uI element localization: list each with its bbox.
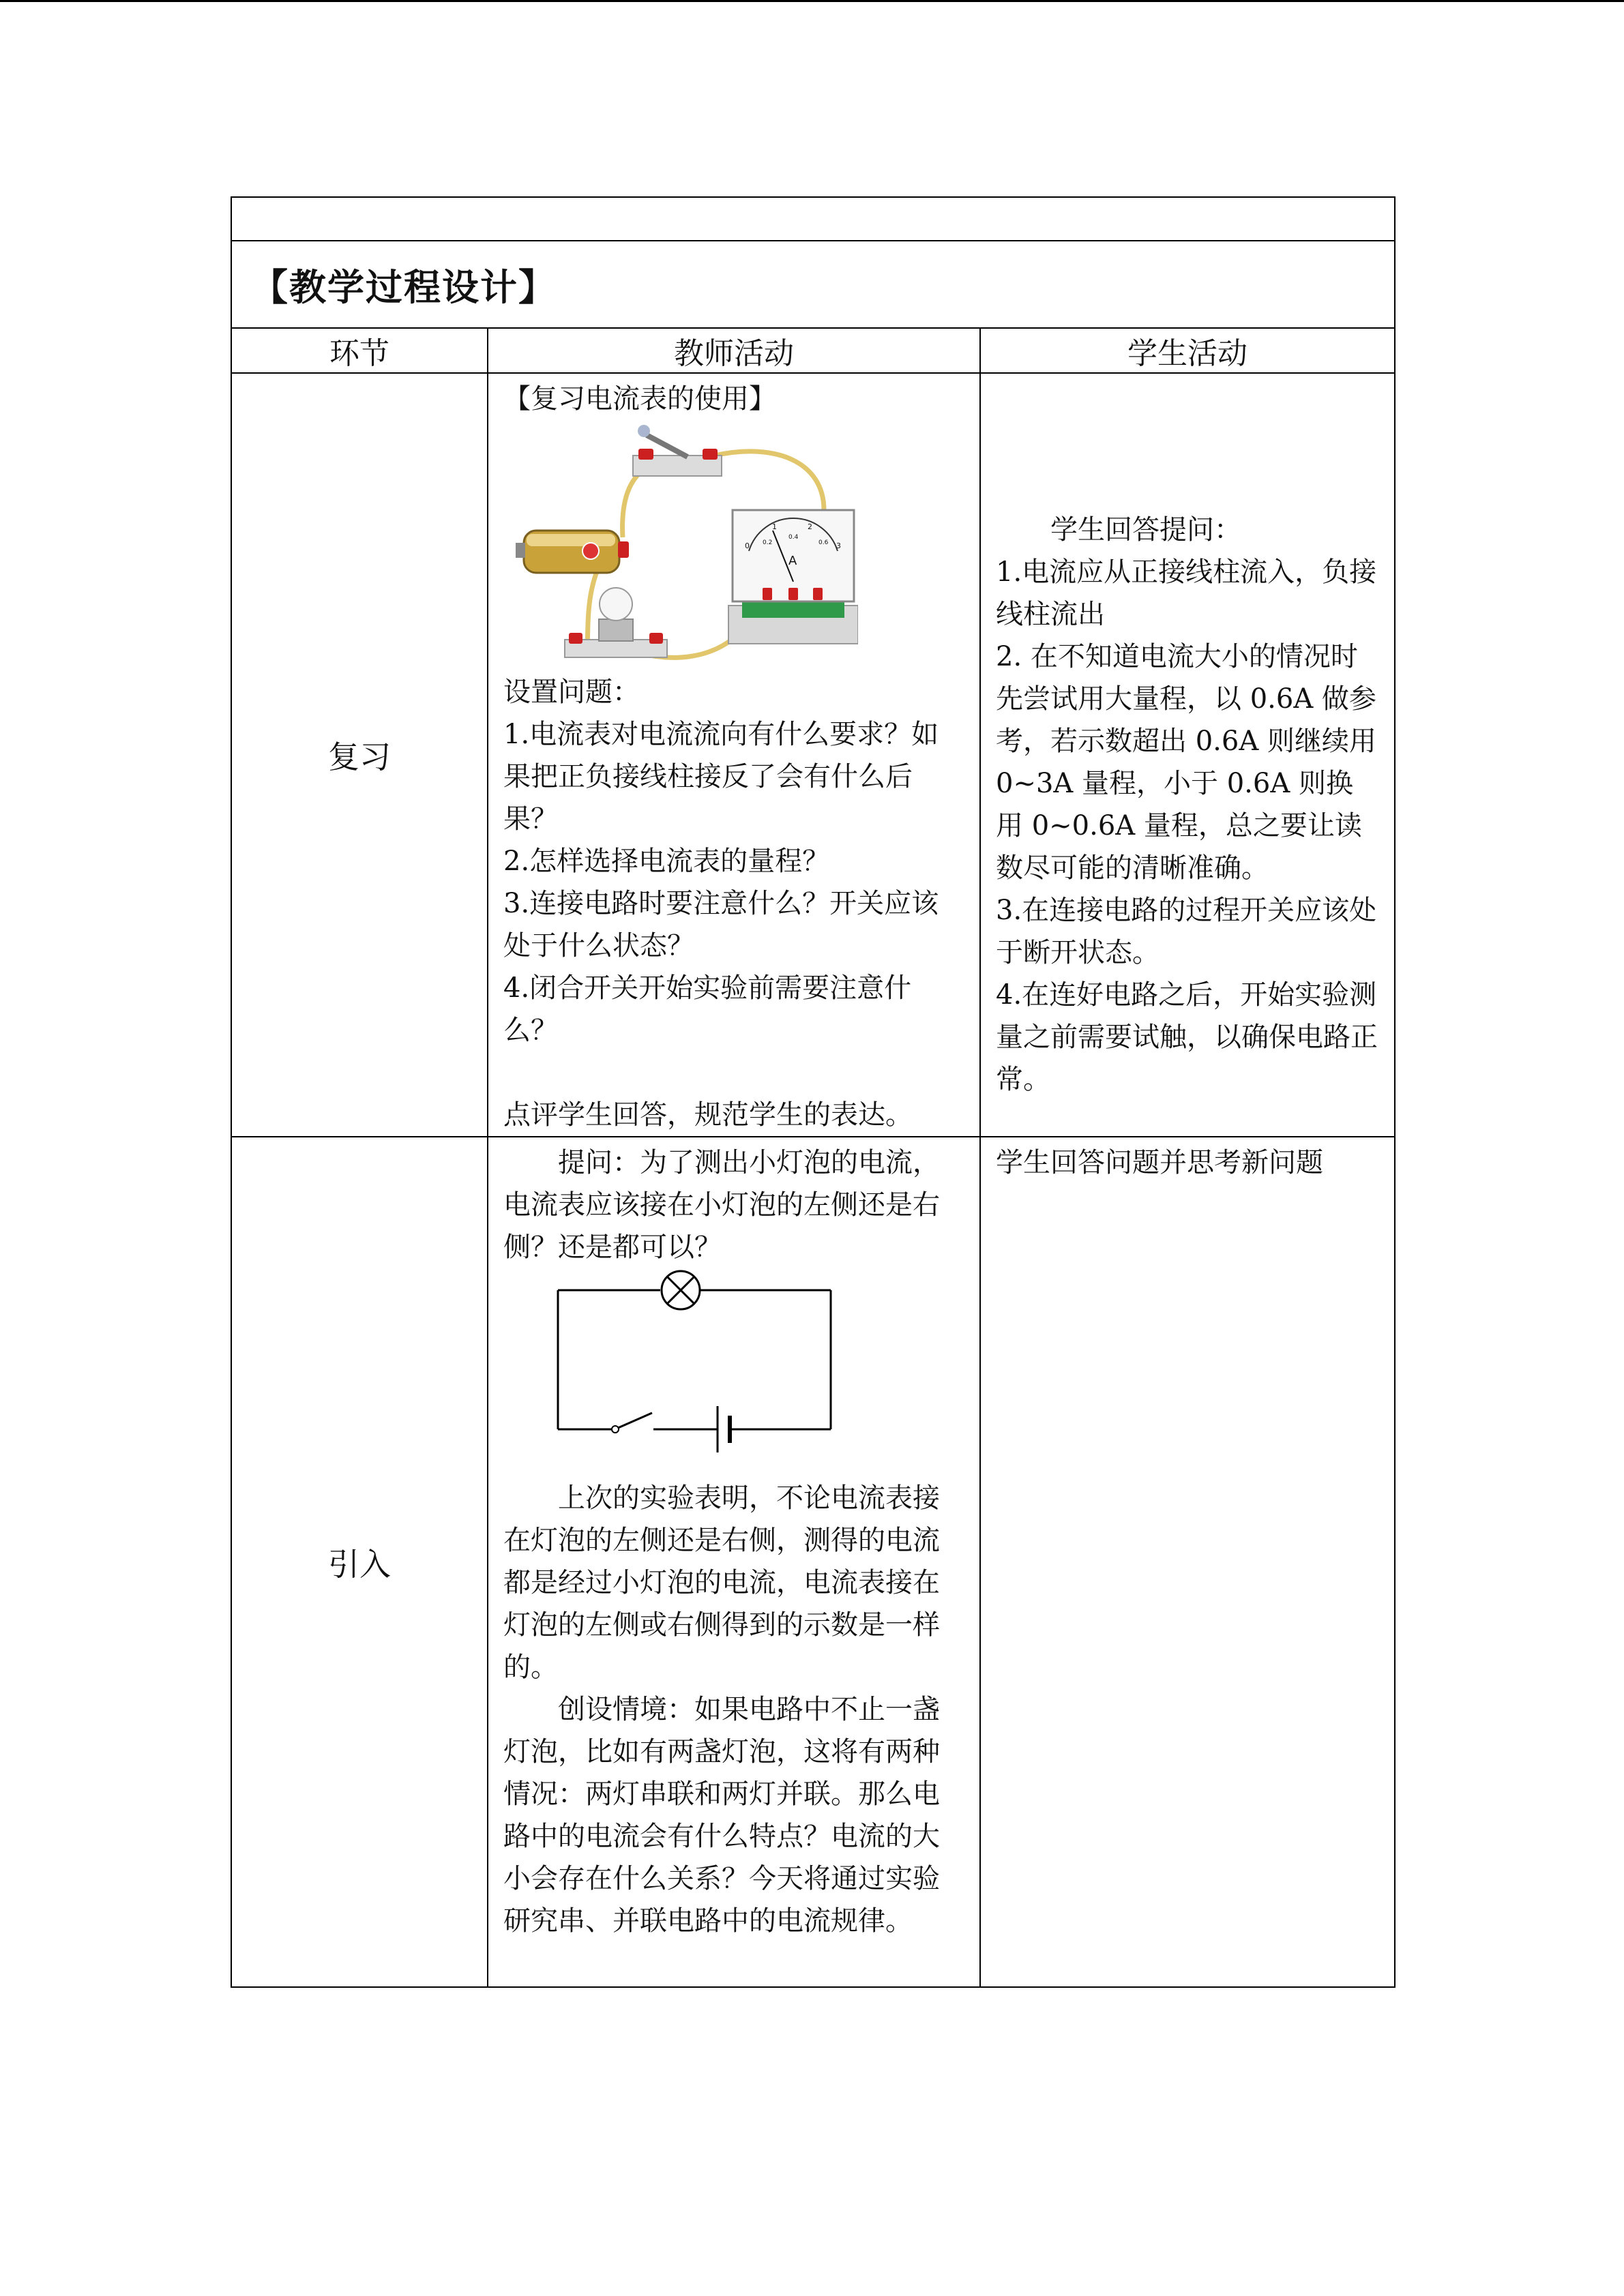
ammeter-circuit-illustration — [503, 421, 858, 661]
intro-row — [231, 1137, 1395, 1987]
review-stage-label: 复习 — [328, 739, 391, 775]
intro-teacher-question: 提问：为了测出小灯泡的电流，电流表应该接在小灯泡的左侧还是右侧？还是都可以？ — [503, 1147, 940, 1263]
switch-icon — [633, 425, 722, 476]
scale-label-3: 3 — [836, 541, 841, 550]
review-question-1: 1.电流表对电流流向有什么要求？如果把正负接线柱接反了会有什么后果？ — [503, 719, 939, 835]
review-question-3: 3.连接电路时要注意什么？开关应该处于什么状态？ — [503, 888, 939, 961]
column-header-stage: 环节 — [231, 328, 488, 373]
review-teacher-cell — [488, 373, 980, 1137]
page-top-border — [0, 0, 1624, 2]
blank-row — [231, 197, 1395, 241]
review-stage-cell — [231, 373, 488, 1137]
review-question-4: 4.闭合开关开始实验前需要注意什么？ — [503, 972, 912, 1046]
intro-teacher-cell — [488, 1137, 980, 1987]
section-title-row — [231, 241, 1395, 328]
review-question-2: 2.怎样选择电流表的量程？ — [503, 846, 830, 877]
section-title: 【教学过程设计】 — [251, 265, 557, 309]
intro-stage-label: 引入 — [328, 1545, 391, 1583]
ammeter-icon — [728, 510, 858, 644]
scale-sub-1: 0.2 — [763, 539, 773, 546]
scale-label-1: 1 — [772, 522, 777, 531]
intro-teacher-paragraph-2: 创设情境：如果电路中不止一盏灯泡，比如有两盏灯泡，这将有两种情况：两灯串联和两灯并联。那么电路中的电流会有什么特点？电流的大小会存在什么关系？今天将通过实验研究串、并联电路中的电流规律。 — [503, 1694, 940, 1937]
intro-stage-cell — [231, 1137, 488, 1987]
battery-icon — [516, 531, 629, 573]
scale-sub-2: 0.4 — [788, 534, 799, 541]
intro-student-text: 学生回答问题并思考新问题 — [996, 1147, 1323, 1178]
column-header-teacher: 教师活动 — [488, 328, 980, 373]
review-answer-2: 2. 在不知道电流大小的情况时先尝试用大量程，以 0.6A 做参考，若示数超出 0.6A 则继续用 0~3A 量程，小于 0.6A 则换用 0~0.6A 量程，总之要让读数尽可能的清晰准确。 — [996, 641, 1376, 884]
review-row — [231, 373, 1395, 1137]
review-student-cell — [980, 373, 1395, 1137]
column-header-student: 学生活动 — [980, 328, 1395, 373]
review-student-intro: 学生回答提问： — [1050, 514, 1241, 546]
review-answer-4: 4.在连好电路之后，开始实验测量之前需要试触，以确保电路正常。 — [996, 979, 1378, 1095]
scale-label-2: 2 — [808, 522, 812, 531]
intro-teacher-paragraph-1: 上次的实验表明，不论电流表接在灯泡的左侧还是右侧，测得的电流都是经过小灯泡的电流，电流表接在灯泡的左侧或右侧得到的示数是一样的。 — [503, 1482, 940, 1683]
intro-student-cell — [980, 1137, 1395, 1987]
scale-label-0: 0 — [745, 541, 750, 550]
column-header-row — [231, 328, 1395, 373]
review-answer-3: 3.在连接电路的过程开关应该处于断开状态。 — [996, 895, 1377, 968]
review-teacher-intro: 设置问题： — [503, 676, 640, 708]
lamp-icon — [565, 588, 667, 657]
ammeter-letter: A — [788, 554, 797, 568]
review-answer-1: 1.电流应从正接线柱流入，负接线柱流出 — [996, 556, 1377, 630]
scale-sub-3: 0.6 — [818, 539, 829, 546]
lesson-design-table — [231, 196, 1396, 1988]
review-teacher-heading: 【复习电流表的使用】 — [503, 383, 776, 415]
switch-symbol-icon — [612, 1426, 619, 1433]
review-teacher-closing: 点评学生回答，规范学生的表达。 — [503, 1099, 913, 1131]
circuit-diagram — [544, 1270, 844, 1467]
wire-switch-meter — [715, 451, 824, 510]
